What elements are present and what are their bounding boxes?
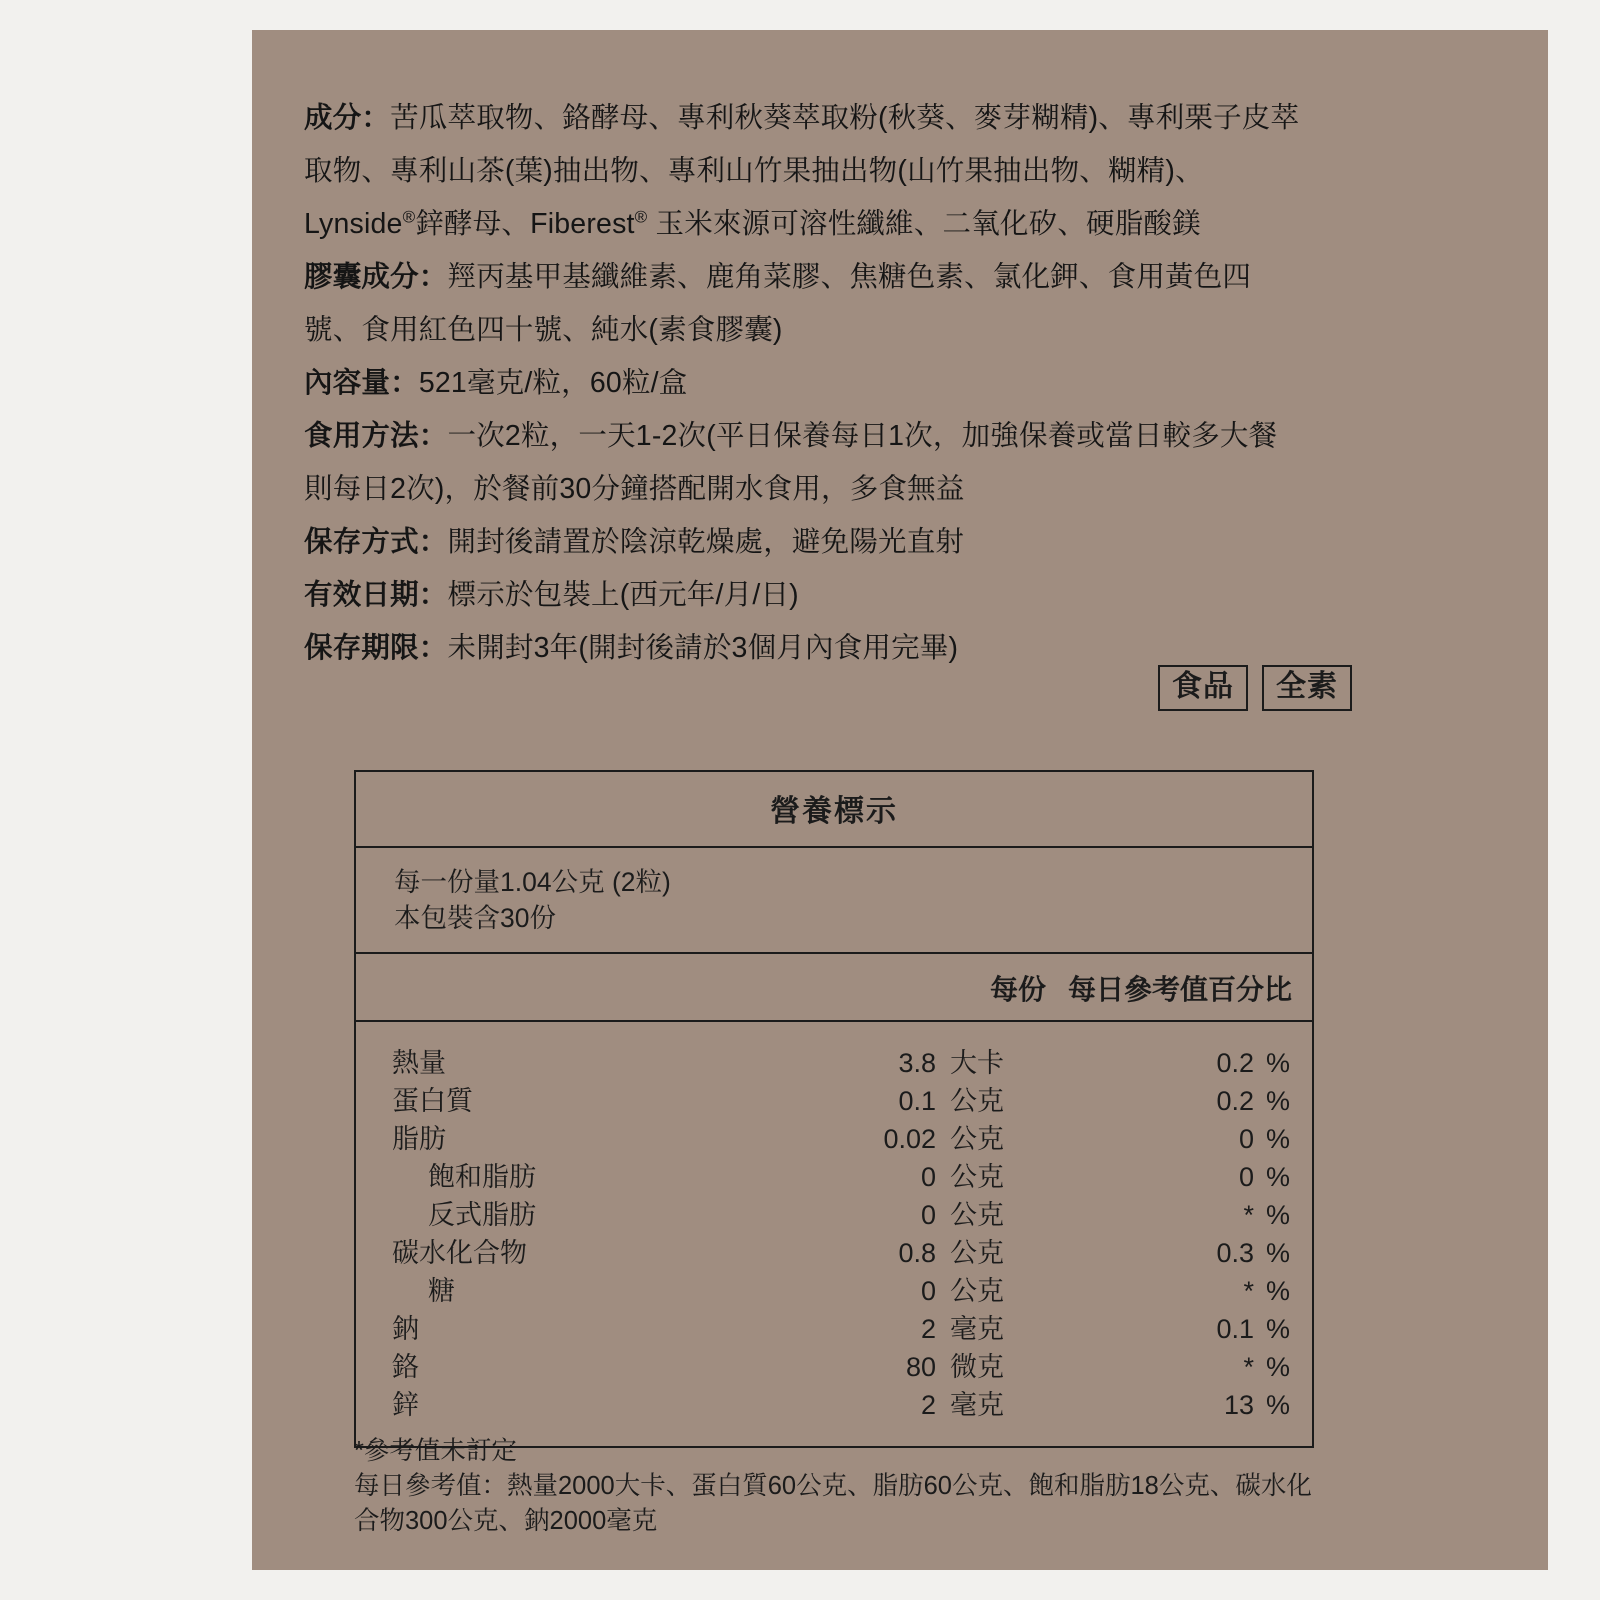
info-row-storage [304, 516, 1304, 569]
nutrient-percent: 0.3 [1216, 1238, 1254, 1268]
nutrient-value: 0.02 [883, 1124, 936, 1154]
info-label-capsule-ingredients: 膠囊成分： [304, 261, 448, 293]
nutrition-column-headers [356, 954, 1312, 1022]
info-row-directions [304, 410, 1304, 516]
nutrient-percent: 13 [1223, 1390, 1254, 1420]
table-row [356, 1120, 1312, 1158]
nutrition-title: 營養標示 [356, 772, 1312, 848]
footnote-reference-undefined: *參考值未訂定 [354, 1437, 517, 1465]
nutrient-percent-sign: % [1265, 1276, 1290, 1306]
info-label-net-content: 內容量： [304, 367, 419, 399]
info-row-ingredients [304, 92, 1304, 251]
nutrient-percent: * [1243, 1352, 1254, 1382]
nutrient-name: 鋅 [392, 1390, 419, 1420]
servings-per-container: 本包裝含30份 [394, 903, 556, 933]
info-text-shelf-life: 未開封3年(開封後請於3個月內食用完畢) [447, 632, 959, 664]
column-header-nutrient [356, 968, 776, 1008]
table-row [356, 1234, 1312, 1272]
nutrient-unit: 毫克 [950, 1314, 1004, 1344]
nutrient-percent-sign: % [1265, 1352, 1290, 1382]
nutrient-percent: 0.2 [1216, 1086, 1254, 1116]
nutrient-percent: * [1243, 1276, 1254, 1306]
nutrient-unit: 毫克 [950, 1390, 1004, 1420]
nutrient-percent-sign: % [1265, 1314, 1290, 1344]
nutrient-name: 飽和脂肪 [428, 1162, 536, 1192]
nutrient-percent-sign: % [1265, 1162, 1290, 1192]
nutrient-value: 0 [920, 1276, 936, 1306]
table-row [356, 1082, 1312, 1120]
table-row [356, 1272, 1312, 1310]
info-text-directions: 一次2粒，一天1-2次(平日保養每日1次，加強保養或當日較多大餐則每日2次)，於餐前30分鐘搭配開水食用，多食無益 [304, 420, 1278, 505]
info-label-directions: 食用方法： [304, 420, 448, 452]
badge-vegan: 全素 [1262, 665, 1352, 711]
nutrition-facts-table [354, 770, 1314, 1448]
nutrient-percent: 0 [1238, 1162, 1254, 1192]
info-label-shelf-life: 保存期限： [304, 632, 448, 664]
column-header-per-serving: 每份 [989, 974, 1046, 1005]
nutrient-unit: 公克 [950, 1238, 1004, 1268]
info-row-expiry-date [304, 569, 1304, 622]
info-label-expiry-date: 有效日期： [304, 579, 448, 611]
nutrient-name: 鉻 [392, 1352, 419, 1382]
nutrient-value: 80 [905, 1352, 936, 1382]
nutrient-percent-sign: % [1265, 1124, 1290, 1154]
info-label-ingredients: 成分： [304, 102, 391, 134]
nutrient-percent-sign: % [1265, 1390, 1290, 1420]
nutrient-name: 糖 [428, 1276, 455, 1306]
info-row-net-content [304, 357, 1304, 410]
nutrient-name: 鈉 [392, 1314, 419, 1344]
footnote-daily-reference-values: 每日參考值：熱量2000大卡、蛋白質60公克、脂肪60公克、飽和脂肪18公克、碳水化合物300公克、鈉2000毫克 [354, 1472, 1312, 1535]
info-text-capsule-ingredients: 羥丙基甲基纖維素、鹿角菜膠、焦糖色素、氯化鉀、食用黃色四號、食用紅色四十號、純水(素食膠囊) [304, 261, 1252, 346]
nutrition-rows [356, 1022, 1312, 1446]
product-label-panel [252, 30, 1548, 1570]
column-header-daily-value: 每日參考值百分比 [1067, 974, 1292, 1005]
nutrient-unit: 公克 [950, 1276, 1004, 1306]
nutrient-percent-sign: % [1265, 1200, 1290, 1230]
nutrient-name: 碳水化合物 [392, 1238, 527, 1268]
nutrient-name: 蛋白質 [392, 1086, 473, 1116]
nutrient-percent-sign: % [1265, 1238, 1290, 1268]
nutrient-value: 0 [920, 1200, 936, 1230]
nutrient-value: 0 [920, 1162, 936, 1192]
info-label-storage: 保存方式： [304, 526, 448, 558]
label-content [304, 92, 1338, 1535]
table-row [356, 1386, 1312, 1424]
nutrient-percent-sign: % [1265, 1086, 1290, 1116]
nutrient-name: 反式脂肪 [428, 1200, 536, 1230]
nutrient-value: 2 [920, 1390, 936, 1420]
table-row [356, 1158, 1312, 1196]
info-text-ingredients: 苦瓜萃取物、鉻酵母、專利秋葵萃取粉(秋葵、麥芽糊精)、專利栗子皮萃取物、專利山茶(葉)抽出物、專利山竹果抽出物(山竹果抽出物、糊精)、Lynside®鋅酵母、Fiberest® 玉米來源可溶性纖維、二氧化矽、硬脂酸鎂 [304, 102, 1300, 240]
table-row [356, 1348, 1312, 1386]
nutrient-name: 脂肪 [392, 1124, 446, 1154]
table-row [356, 1310, 1312, 1348]
nutrient-percent: * [1243, 1200, 1254, 1230]
nutrient-value: 0.8 [898, 1238, 936, 1268]
serving-size: 每一份量1.04公克 (2粒) [394, 867, 671, 897]
nutrient-percent: 0.1 [1216, 1314, 1254, 1344]
nutrient-percent: 0.2 [1216, 1048, 1254, 1078]
serving-info [356, 848, 1312, 954]
table-row [356, 1196, 1312, 1234]
product-info-block [304, 92, 1304, 675]
nutrient-value: 2 [920, 1314, 936, 1344]
nutrient-unit: 公克 [950, 1124, 1004, 1154]
badge-food: 食品 [1158, 665, 1248, 711]
nutrient-unit: 公克 [950, 1200, 1004, 1230]
nutrient-unit: 大卡 [950, 1048, 1004, 1078]
info-row-capsule-ingredients [304, 251, 1304, 357]
nutrient-unit: 微克 [950, 1352, 1004, 1382]
nutrient-unit: 公克 [950, 1162, 1004, 1192]
info-text-net-content: 521毫克/粒，60粒/盒 [418, 367, 688, 399]
info-text-expiry-date: 標示於包裝上(西元年/月/日) [447, 579, 799, 611]
nutrient-value: 3.8 [898, 1048, 936, 1078]
nutrient-unit: 公克 [950, 1086, 1004, 1116]
nutrient-name: 熱量 [392, 1048, 446, 1078]
nutrient-percent-sign: % [1265, 1048, 1290, 1078]
info-row-shelf-life [304, 622, 1304, 675]
footnotes [354, 1434, 1329, 1539]
nutrient-percent: 0 [1238, 1124, 1254, 1154]
table-row [356, 1044, 1312, 1082]
certification-badges [1158, 665, 1352, 711]
nutrient-value: 0.1 [898, 1086, 936, 1116]
info-text-storage: 開封後請置於陰涼乾燥處，避免陽光直射 [447, 526, 965, 558]
